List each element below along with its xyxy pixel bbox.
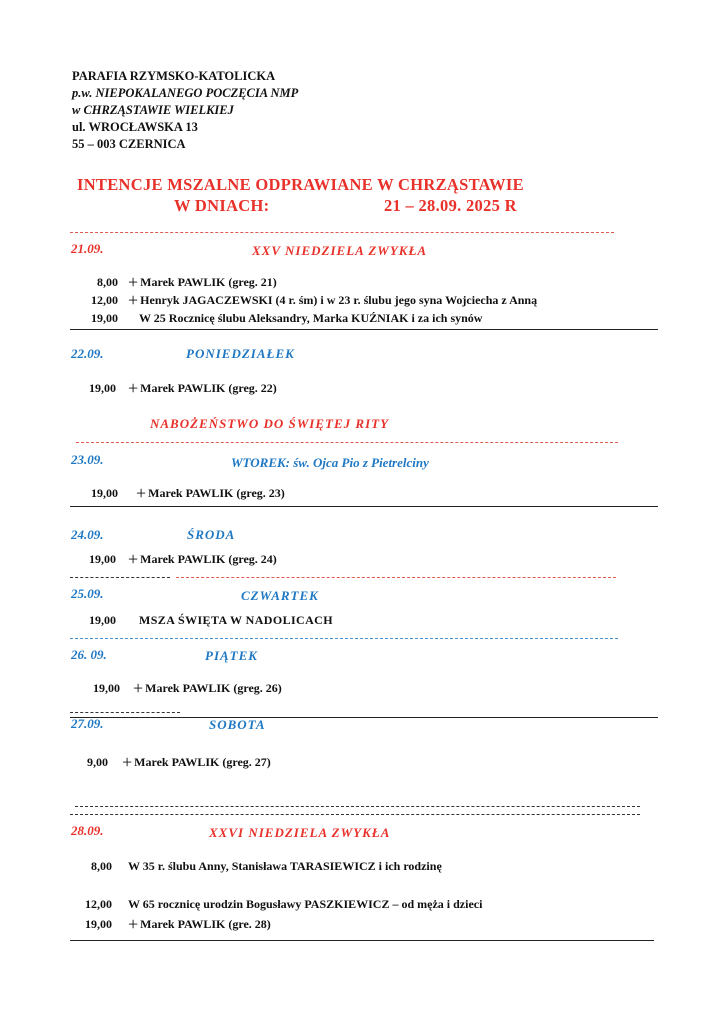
mass-time: 19,00	[89, 552, 116, 566]
day-name: CZWARTEK	[241, 588, 319, 603]
mass-time: 19,00	[85, 917, 112, 931]
mass-intention-text: W 25 Rocznicę ślubu Aleksandry, Marka KUŹNIAK i za ich synów	[139, 311, 483, 325]
mass-intention-text: Marek PAWLIK (greg. 26)	[145, 681, 282, 695]
day-name: PIĄTEK	[205, 648, 258, 663]
divider	[75, 806, 640, 807]
mass-intention	[128, 549, 277, 569]
day-name: SOBOTA	[209, 717, 266, 732]
divider	[176, 577, 616, 578]
mass-intention	[128, 272, 277, 292]
title-dates: 21 – 28.09. 2025 R	[384, 196, 517, 215]
day-date: 26. 09.	[71, 647, 107, 662]
cross-icon: +	[128, 549, 139, 569]
mass-intention	[133, 678, 282, 698]
devotion-note: NABOŻEŃSTWO DO ŚWIĘTEJ RITY	[150, 416, 390, 431]
divider	[70, 329, 658, 330]
day-name: PONIEDZIAŁEK	[186, 346, 295, 361]
page-title: INTENCJE MSZALNE ODPRAWIANE W CHRZĄSTAWIE	[77, 175, 524, 194]
mass-time: 9,00	[87, 755, 108, 769]
cross-icon: +	[136, 483, 147, 503]
mass-time: 12,00	[91, 293, 118, 307]
mass-time: 19,00	[91, 486, 118, 500]
title-label: W DNIACH:	[174, 196, 270, 215]
mass-time: 8,00	[91, 859, 112, 873]
mass-intention	[136, 483, 285, 503]
mass-time: 19,00	[89, 381, 116, 395]
mass-time: 19,00	[91, 311, 118, 325]
mass-time: 19,00	[93, 681, 120, 695]
mass-intention-text: Marek PAWLIK (greg. 23)	[148, 486, 285, 500]
cross-icon: +	[128, 272, 139, 292]
day-date: 25.09.	[71, 586, 104, 601]
divider	[70, 717, 658, 718]
divider	[70, 712, 180, 713]
day-name: XXV NIEDZIELA ZWYKŁA	[252, 243, 428, 258]
divider	[70, 577, 170, 578]
mass-time: 19,00	[89, 613, 116, 627]
divider	[70, 638, 618, 639]
mass-intention	[128, 378, 277, 398]
parish-name: PARAFIA RZYMSKO-KATOLICKA	[72, 69, 276, 83]
mass-intention-text: Marek PAWLIK (greg. 27)	[134, 755, 271, 769]
cross-icon: +	[128, 914, 139, 934]
divider	[70, 506, 658, 507]
mass-intention-text: Marek PAWLIK (greg. 22)	[140, 381, 277, 395]
mass-time: 8,00	[97, 275, 118, 289]
day-name: WTOREK: św. Ojca Pio z Pietrelciny	[231, 455, 429, 470]
parish-location: w CHRZĄSTAWIE WIELKIEJ	[72, 103, 234, 117]
cross-icon: +	[122, 752, 133, 772]
day-date: 23.09.	[71, 452, 104, 467]
cross-icon: +	[133, 678, 144, 698]
mass-intention	[128, 290, 538, 310]
mass-intention-text: Marek PAWLIK (gre. 28)	[140, 917, 271, 931]
day-date: 28.09.	[71, 823, 104, 838]
day-date: 24.09.	[71, 527, 104, 542]
day-date: 21.09.	[71, 241, 104, 256]
parish-postal: 55 – 003 CZERNICA	[72, 137, 186, 151]
divider	[70, 232, 614, 233]
parish-street: ul. WROCŁAWSKA 13	[72, 120, 198, 134]
cross-icon: +	[128, 290, 139, 310]
day-name: ŚRODA	[187, 527, 236, 542]
divider	[70, 940, 654, 941]
mass-intention-text: Marek PAWLIK (greg. 24)	[140, 552, 277, 566]
divider	[70, 814, 640, 815]
mass-intention-text: MSZA ŚWIĘTA W NADOLICACH	[139, 613, 333, 627]
mass-intention-text: Marek PAWLIK (greg. 21)	[140, 275, 277, 289]
mass-intention-text: Henryk JAGACZEWSKI (4 r. śm) i w 23 r. ślubu jego syna Wojciecha z Anną	[140, 293, 538, 307]
divider	[76, 442, 618, 443]
mass-intention-text: W 65 rocznicę urodzin Bogusławy PASZKIEWICZ – od męża i dzieci	[128, 897, 483, 911]
mass-intention-text: W 35 r. ślubu Anny, Stanisława TARASIEWICZ i ich rodzinę	[128, 859, 442, 873]
mass-intention	[128, 914, 271, 934]
day-name: XXVI NIEDZIELA ZWYKŁA	[209, 825, 391, 840]
cross-icon: +	[128, 378, 139, 398]
mass-time: 12,00	[85, 897, 112, 911]
day-date: 27.09.	[71, 716, 104, 731]
mass-intention	[122, 752, 271, 772]
parish-dedication: p.w. NIEPOKALANEGO POCZĘCIA NMP	[72, 86, 299, 100]
day-date: 22.09.	[71, 346, 104, 361]
